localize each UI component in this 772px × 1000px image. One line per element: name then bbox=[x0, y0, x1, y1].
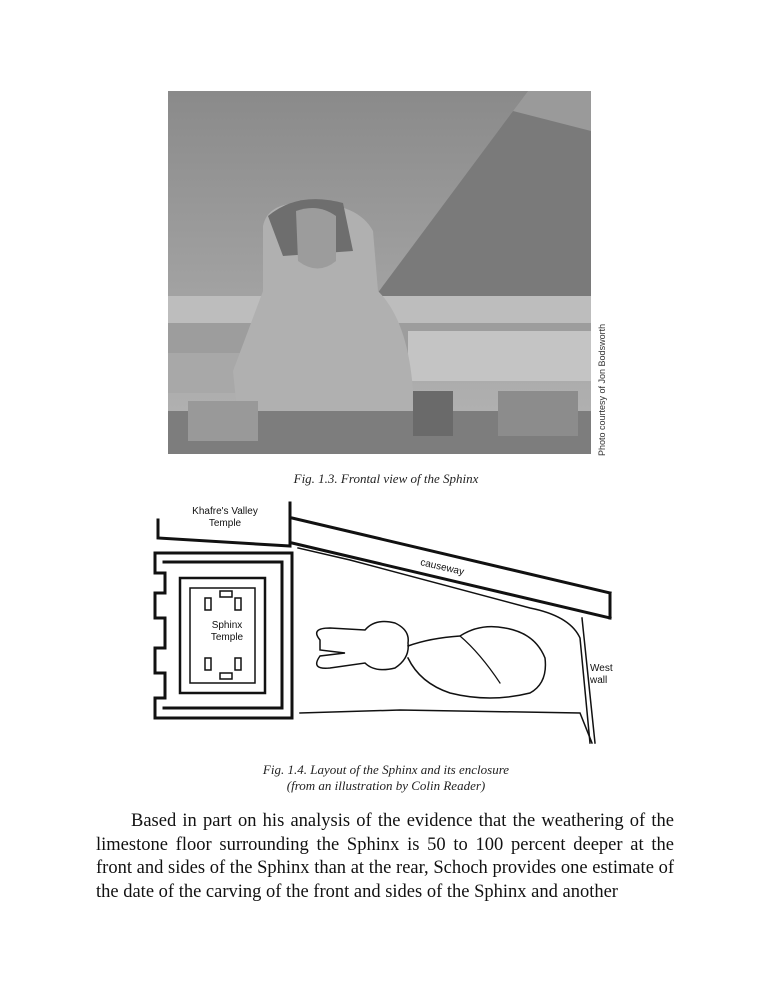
label-sphinx-temple: Sphinx Temple bbox=[210, 620, 244, 643]
body-paragraph: Based in part on his analysis of the evidence that the weathering of the limestone floor surrounding the Sphinx is 50 to 100 percent deeper at the front and sides of the Sphinx than at the rear, Schoch provides one estimate of the date of the carving of the front and sides of the Sphinx and another bbox=[96, 811, 674, 902]
label-valley-temple: Khafre's Valley Temple bbox=[192, 506, 258, 529]
sphinx-outline-body bbox=[408, 627, 545, 698]
figure-1-4-caption-line1: Fig. 1.4. Layout of the Sphinx and its enclosure bbox=[262, 762, 510, 777]
sphinx-outline-head bbox=[317, 622, 409, 670]
figure-1-4-caption bbox=[0, 762, 772, 794]
sphinx-face bbox=[296, 208, 336, 269]
sphinx-photo-illustration bbox=[168, 91, 591, 454]
label-causeway: causeway bbox=[419, 557, 466, 578]
sphinx-layout-diagram bbox=[150, 498, 620, 748]
sphinx-photo bbox=[168, 91, 591, 454]
label-west-wall: West wall bbox=[590, 663, 613, 686]
figure-1-3-caption: Fig. 1.3. Frontal view of the Sphinx bbox=[293, 471, 479, 486]
enclosure-south-edge bbox=[300, 710, 592, 743]
photo-credit: Photo courtesy of Jon Bodsworth bbox=[597, 323, 607, 456]
figure-1-4-caption-line2: (from an illustration by Colin Reader) bbox=[286, 778, 486, 793]
